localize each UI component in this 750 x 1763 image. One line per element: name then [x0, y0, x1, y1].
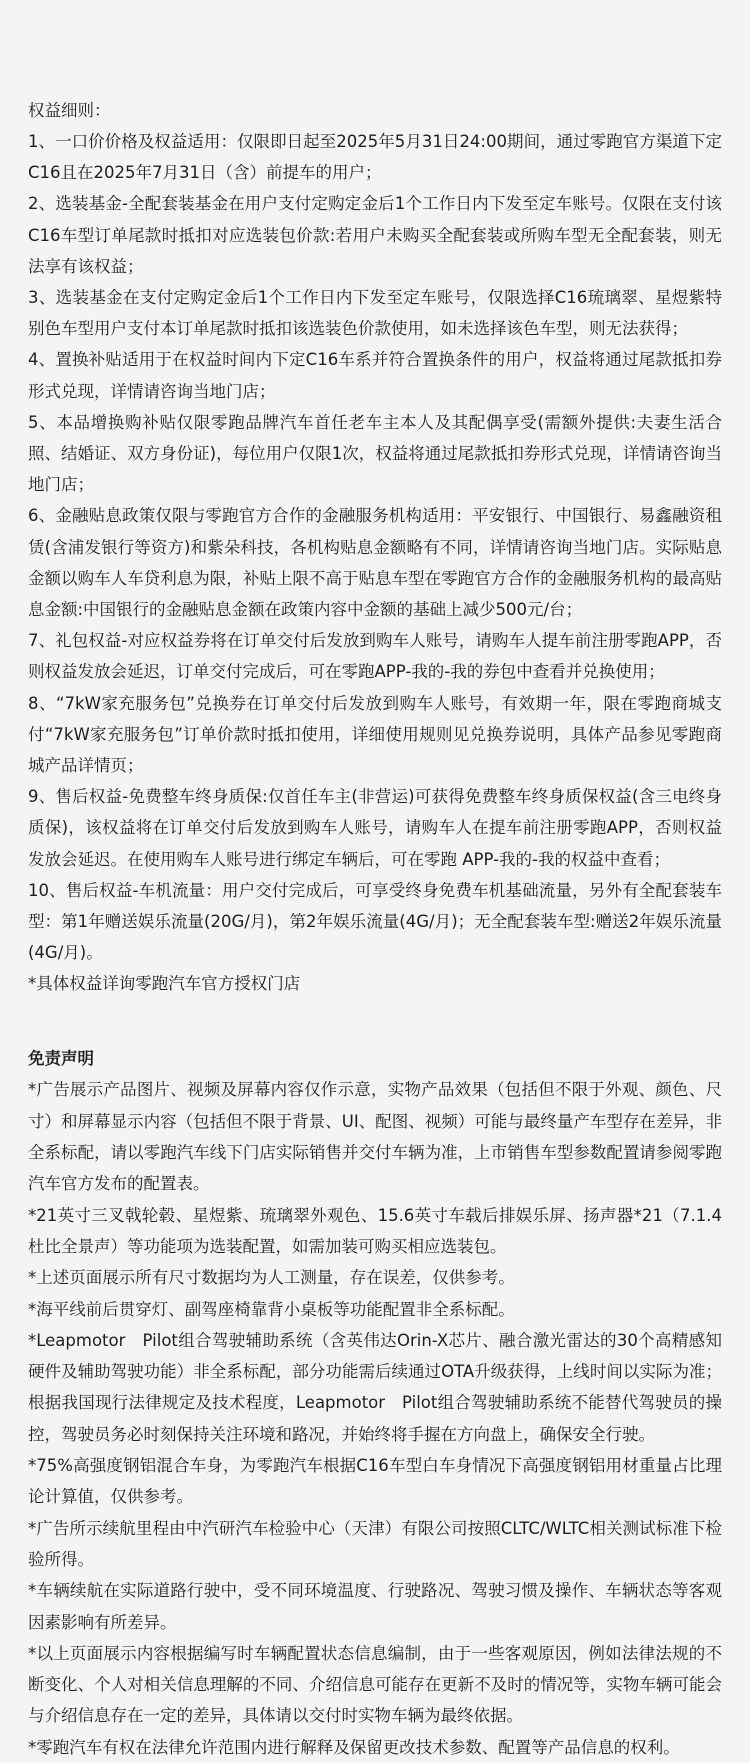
rule-item-8: 8、“7kW家充服务包”兑换券在订单交付后发放到购车人账号，有效期一年，限在零跑商城支付“7kW家充服务包”订单价款时抵扣使用，详细使用规则见兑换券说明，具体产品参见零跑商城产品详情页；	[28, 693, 722, 776]
rule-item-9: 9、售后权益-免费整车终身质保:仅首任车主(非营运)可获得免费整车终身质保权益(含三电终身质保)，该权益将在订单交付后发放到购车人账号，请购车人在提车前注册零跑APP，否则权益发放会延迟。在使用购车人账号进行绑定车辆后，可在零跑 APP-我的-我的权益中查看；	[28, 787, 722, 869]
disclaimer-item-1: *广告展示产品图片、视频及屏幕内容仅作示意，实物产品效果（包括但不限于外观、颜色、尺寸）和屏幕显示内容（包括但不限于背景、UI、配图、视频）可能与最终量产车型存在差异，非全系标配，请以零跑汽车线下门店实际销售并交付车辆为准，上市销售车型参数配置请参阅零跑汽车官方发布的配置表。	[28, 1080, 722, 1194]
rule-item-2: 2、选装基金-全配套装基金在用户支付定购定金后1个工作日内下发至定车账号。仅限在支付该C16车型订单尾款时抵扣对应选装包价款:若用户未购买全配套装或所购车型无全配套装，则无法享有该权益；	[28, 194, 722, 276]
disclaimer-section	[28, 1043, 722, 1763]
rules-section	[28, 95, 722, 999]
section-spacer	[28, 999, 722, 1043]
disclaimer-title: 免责声明	[28, 1049, 94, 1069]
rule-item-7: 7、礼包权益-对应权益券将在订单交付后发放到购车人账号，请购车人提车前注册零跑APP，否则权益发放会延迟，订单交付完成后，可在零跑APP-我的-我的券包中查看并兑换使用；	[28, 631, 722, 682]
rules-note: *具体权益详询零跑汽车官方授权门店	[28, 974, 301, 994]
rule-item-3: 3、选装基金在支付定购定金后1个工作日内下发至定车账号，仅限选择C16琉璃翠、星煜紫特别色车型用户支付本订单尾款时抵扣该选装色价款使用，如未选择该色车型，则无法获得；	[28, 288, 722, 339]
disclaimer-item-9: *以上页面展示内容根据编写时车辆配置状态信息编制，由于一些客观原因，例如法律法规的不断变化、个人对相关信息理解的不同、介绍信息可能存在更新不及时的情况等，实物车辆可能会与介绍信息存在一定的差异，具体请以交付时实物车辆为最终依据。	[28, 1643, 722, 1726]
rule-item-1: 1、一口价价格及权益适用：仅限即日起至2025年5月31日24:00期间，通过零跑官方渠道下定C16且在2025年7月31日（含）前提车的用户；	[28, 132, 722, 183]
disclaimer-item-5: *Leapmotor Pilot组合驾驶辅助系统（含英伟达Orin-X芯片、融合激光雷达的30个高精感知硬件及辅助驾驶功能）非全系标配，部分功能需后续通过OTA升级获得，上线时间以实际为准；根据我国现行法律规定及技术程度，Leapmotor Pilot组合驾驶辅助系统不能替代驾驶员的操控，驾驶员务必时刻保持关注环境和路况，并始终将手握在方向盘上，确保安全行驶。	[28, 1330, 722, 1444]
disclaimer-item-2: *21英寸三叉戟轮毂、星煜紫、琉璃翠外观色、15.6英寸车载后排娱乐屏、扬声器*21（7.1.4杜比全景声）等功能项为选装配置，如需加装可购买相应选装包。	[28, 1205, 722, 1256]
disclaimer-item-6: *75%高强度钢铝混合车身，为零跑汽车根据C16车型白车身情况下高强度钢铝用材重量占比理论计算值，仅供参考。	[28, 1456, 722, 1507]
disclaimer-item-8: *车辆续航在实际道路行驶中，受不同环境温度、行驶路况、驾驶习惯及操作、车辆状态等客观因素影响有所差异。	[28, 1581, 722, 1632]
rule-item-5: 5、本品增换购补贴仅限零跑品牌汽车首任老车主本人及其配偶享受(需额外提供:夫妻生活合照、结婚证、双方身份证)，每位用户仅限1次，权益将通过尾款抵扣券形式兑现，详情请咨询当地门店；	[28, 412, 722, 495]
rule-item-10: 10、售后权益-车机流量：用户交付完成后，可享受终身免费车机基础流量，另外有全配套装车型：第1年赠送娱乐流量(20G/月)，第2年娱乐流量(4G/月)；无全配套装车型:赠送2年娱乐流量(4G/月)。	[28, 880, 722, 963]
disclaimer-item-3: *上述页面展示所有尺寸数据均为人工测量，存在误差，仅供参考。	[28, 1268, 515, 1288]
disclaimer-item-4: *海平线前后贯穿灯、副驾座椅靠背小桌板等功能配置非全系标配。	[28, 1299, 515, 1319]
rules-title: 权益细则：	[28, 101, 111, 120]
rule-item-4: 4、置换补贴适用于在权益时间内下定C16车系并符合置换条件的用户，权益将通过尾款抵扣券形式兑现，详情请咨询当地门店；	[28, 350, 722, 401]
disclaimer-item-10: *零跑汽车有权在法律允许范围内进行解释及保留更改技术参数、配置等产品信息的权利。	[28, 1737, 680, 1757]
rule-item-6: 6、金融贴息政策仅限与零跑官方合作的金融服务机构适用：平安银行、中国银行、易鑫融资租赁(含浦发银行等资方)和紫朵科技，各机构贴息金额略有不同，详情请咨询当地门店。实际贴息金额以购车人车贷利息为限，补贴上限不高于贴息车型在零跑官方合作的金融服务机构的最高贴息金额:中国银行的金融贴息金额在政策内容中金额的基础上减少500元/台；	[28, 506, 722, 620]
disclaimer-item-7: *广告所示续航里程由中汽研汽车检验中心（天津）有限公司按照CLTC/WLTC相关测试标准下检验所得。	[28, 1518, 722, 1569]
